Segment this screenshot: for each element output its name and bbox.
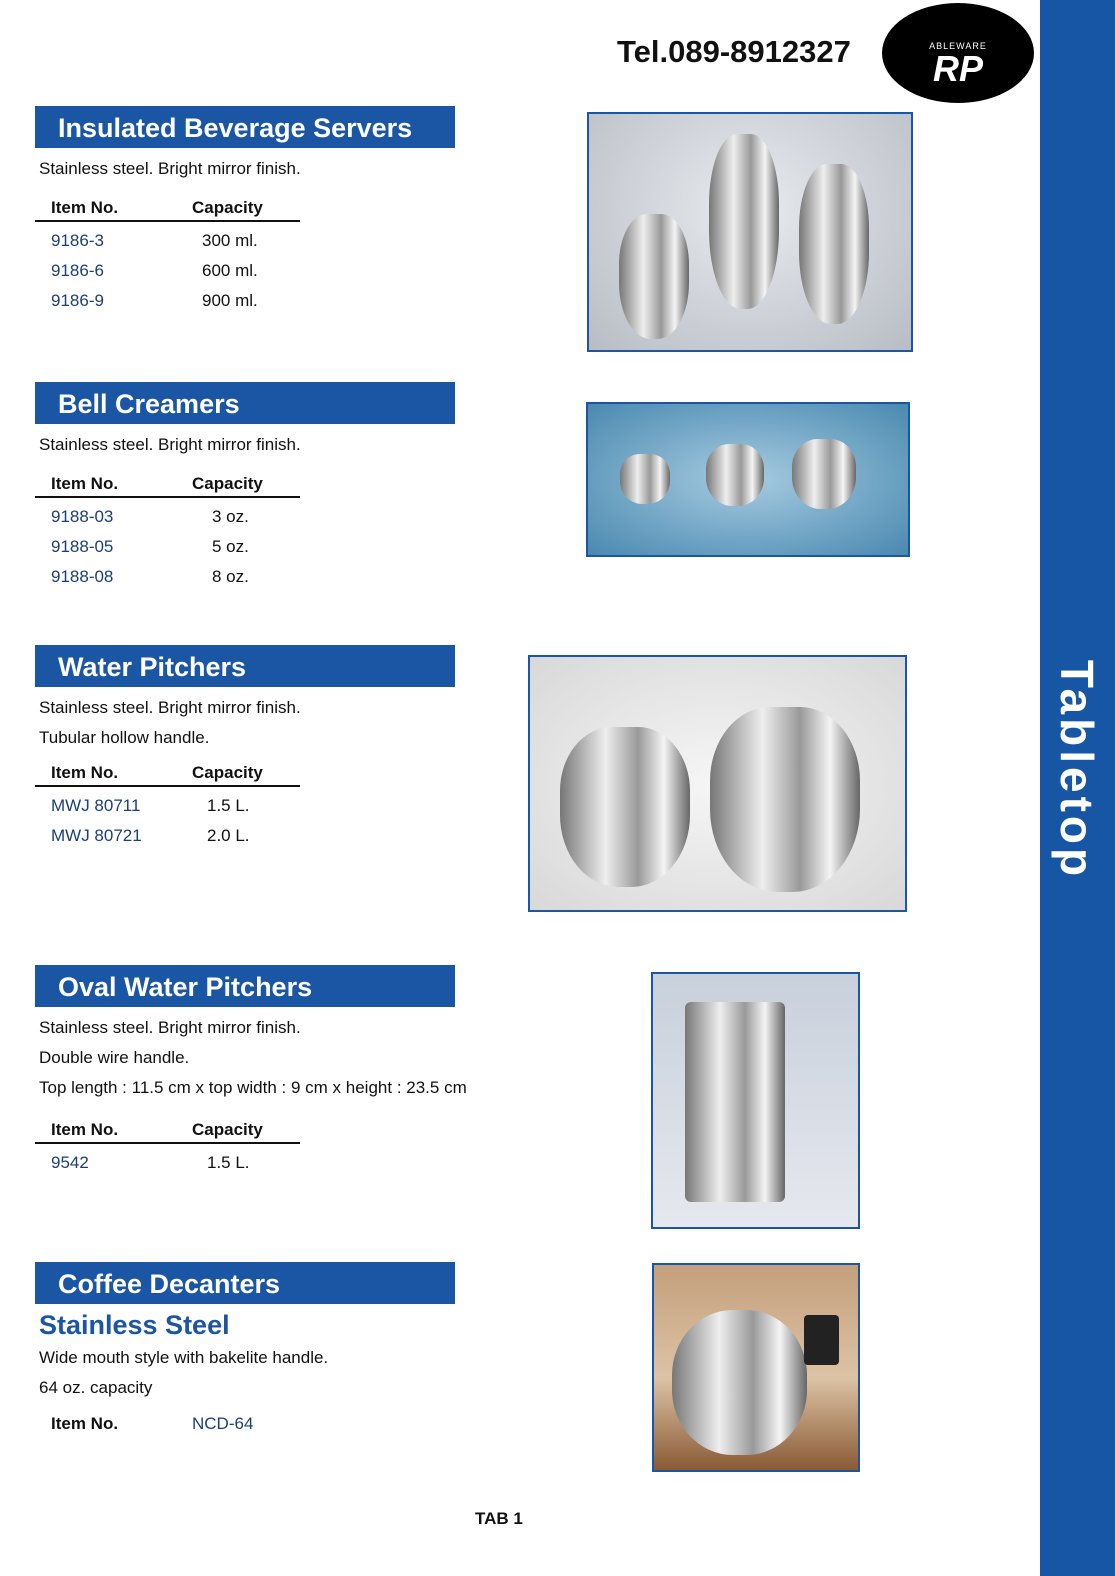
section-title: Water Pitchers: [35, 645, 455, 687]
table-row: [35, 231, 335, 251]
th-item: Item No.: [51, 763, 119, 782]
item-no: MWJ 80721: [51, 826, 142, 845]
table-row: [35, 1153, 335, 1173]
th-item: Item No.: [51, 1120, 119, 1139]
section-desc: 64 oz. capacity: [39, 1378, 153, 1397]
section-title: Bell Creamers: [35, 382, 455, 424]
section-desc: Top length : 11.5 cm x top width : 9 cm x height : 23.5 cm: [39, 1078, 467, 1097]
table-row: [35, 291, 335, 311]
table-row: [35, 567, 335, 587]
page-number: TAB 1: [475, 1509, 523, 1528]
item-no: 9186-3: [51, 231, 104, 250]
item-no: NCD-64: [192, 1414, 254, 1433]
item-no: 9188-03: [51, 507, 114, 526]
section-desc: Wide mouth style with bakelite handle.: [39, 1348, 329, 1367]
table-header: [35, 474, 300, 498]
bell-creamers-photo: [586, 402, 910, 557]
table-row: [35, 537, 335, 557]
section-subtitle: Stainless Steel: [39, 1310, 230, 1340]
sidebar-label: Tabletop: [1051, 659, 1103, 881]
section-desc: Stainless steel. Bright mirror finish.: [39, 1018, 301, 1037]
table-header: [35, 763, 300, 787]
coffee-decanter-photo: [652, 1263, 860, 1472]
item-label: Item No.: [51, 1414, 119, 1433]
item-no: 9188-05: [51, 537, 114, 556]
section-desc: Stainless steel. Bright mirror finish.: [39, 159, 301, 178]
section-desc: Stainless steel. Bright mirror finish.: [39, 698, 301, 717]
section-desc: Stainless steel. Bright mirror finish.: [39, 435, 301, 454]
th-capacity: Capacity: [192, 1120, 263, 1139]
table-row: [35, 796, 335, 816]
item-no: MWJ 80711: [51, 796, 141, 815]
beverage-servers-photo: [587, 112, 913, 352]
capacity: 900 ml.: [202, 291, 258, 310]
ableware-rp-logo: ABLEWARE RP: [882, 3, 1034, 103]
capacity: 300 ml.: [202, 231, 258, 250]
section-title: Insulated Beverage Servers: [35, 106, 455, 148]
oval-pitcher-photo: [651, 972, 860, 1229]
th-capacity: Capacity: [192, 474, 263, 493]
capacity: 2.0 L.: [207, 826, 250, 845]
item-no: 9186-6: [51, 261, 104, 280]
water-pitchers-photo: [528, 655, 907, 912]
capacity: 600 ml.: [202, 261, 258, 280]
item-no: 9542: [51, 1153, 89, 1172]
table-header: [35, 1120, 300, 1144]
item-no: 9186-9: [51, 291, 104, 310]
table-row: [35, 826, 335, 846]
section-title: Coffee Decanters: [35, 1262, 455, 1304]
item-row: [35, 1414, 335, 1434]
table-header: [35, 198, 300, 222]
capacity: 1.5 L.: [207, 1153, 250, 1172]
item-no: 9188-08: [51, 567, 114, 586]
phone-number: Tel.089-8912327: [617, 34, 851, 69]
table-row: [35, 261, 335, 281]
capacity: 1.5 L.: [207, 796, 250, 815]
capacity: 5 oz.: [212, 537, 249, 556]
section-title: Oval Water Pitchers: [35, 965, 455, 1007]
th-capacity: Capacity: [192, 763, 263, 782]
table-row: [35, 507, 335, 527]
th-item: Item No.: [51, 198, 119, 217]
section-desc: Double wire handle.: [39, 1048, 190, 1067]
section-desc: Tubular hollow handle.: [39, 728, 210, 747]
th-item: Item No.: [51, 474, 119, 493]
capacity: 3 oz.: [212, 507, 249, 526]
capacity: 8 oz.: [212, 567, 249, 586]
th-capacity: Capacity: [192, 198, 263, 217]
